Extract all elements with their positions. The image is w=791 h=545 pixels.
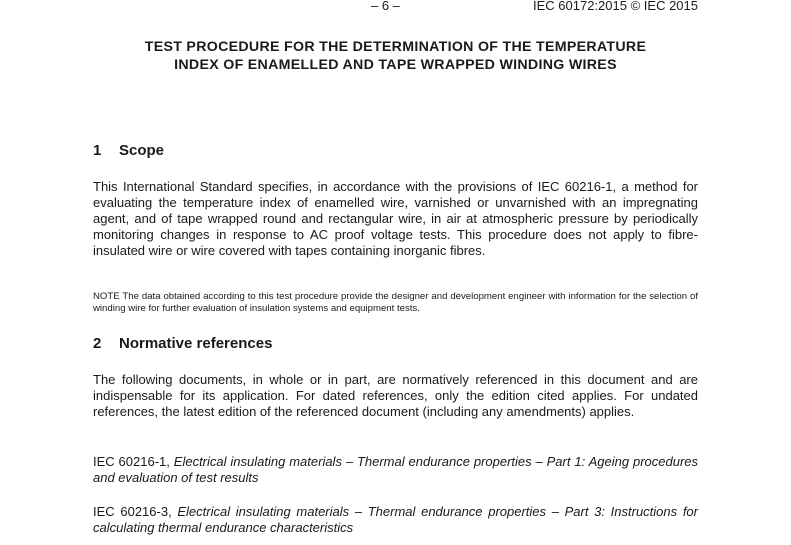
running-header: [0, 0, 791, 16]
document-id: IEC 60172:2015 © IEC 2015: [533, 0, 698, 13]
scope-note: NOTE The data obtained according to this test procedure provide the designer and development engineer with information for the selection of winding wire for further evaluation of insulation systems and equipment tests.: [93, 291, 698, 314]
document-title-line-1: TEST PROCEDURE FOR THE DETERMINATION OF THE TEMPERATURE: [144, 39, 647, 55]
section-heading-scope: [93, 142, 164, 160]
section-title: Scope: [119, 142, 165, 159]
reference-id: IEC 60216-3,: [93, 504, 172, 519]
reference-id: IEC 60216-1,: [93, 454, 170, 469]
section-number: 2: [93, 335, 102, 352]
document-title-line-2: INDEX OF ENAMELLED AND TAPE WRAPPED WINDING WIRES: [174, 57, 617, 73]
page-number: – 6 –: [371, 0, 400, 13]
reference-title: Electrical insulating materials – Thermal endurance properties – Part 3: Instructions for calculating thermal endurance characteristics: [93, 504, 698, 535]
reference-entry: [93, 454, 698, 486]
section-heading-normative-references: [93, 335, 272, 353]
scope-paragraph: This International Standard specifies, in accordance with the provisions of IEC 60216-1, a method for evaluating the temperature index of enamelled wire, varnished or unvarnished with an impregnating agent, and of tape wrapped round and rectangular wire, in air at atmospheric pressure by periodically monitoring changes in response to AC proof voltage tests. This procedure does not apply to fibre-insulated wire or wire covered with tapes containing inorganic fibres.: [93, 179, 698, 258]
reference-title: Electrical insulating materials – Thermal endurance properties – Part 1: Ageing procedures and evaluation of test results: [93, 454, 699, 485]
normative-references-paragraph: The following documents, in whole or in part, are normatively referenced in this document and are indispensable for its application. For dated references, only the edition cited applies. For undated references, the latest edition of the referenced document (including any amendments) applies.: [93, 372, 698, 419]
section-number: 1: [93, 142, 102, 159]
reference-entry: [93, 504, 698, 536]
section-title: Normative references: [119, 335, 273, 352]
document-title: [93, 38, 698, 74]
